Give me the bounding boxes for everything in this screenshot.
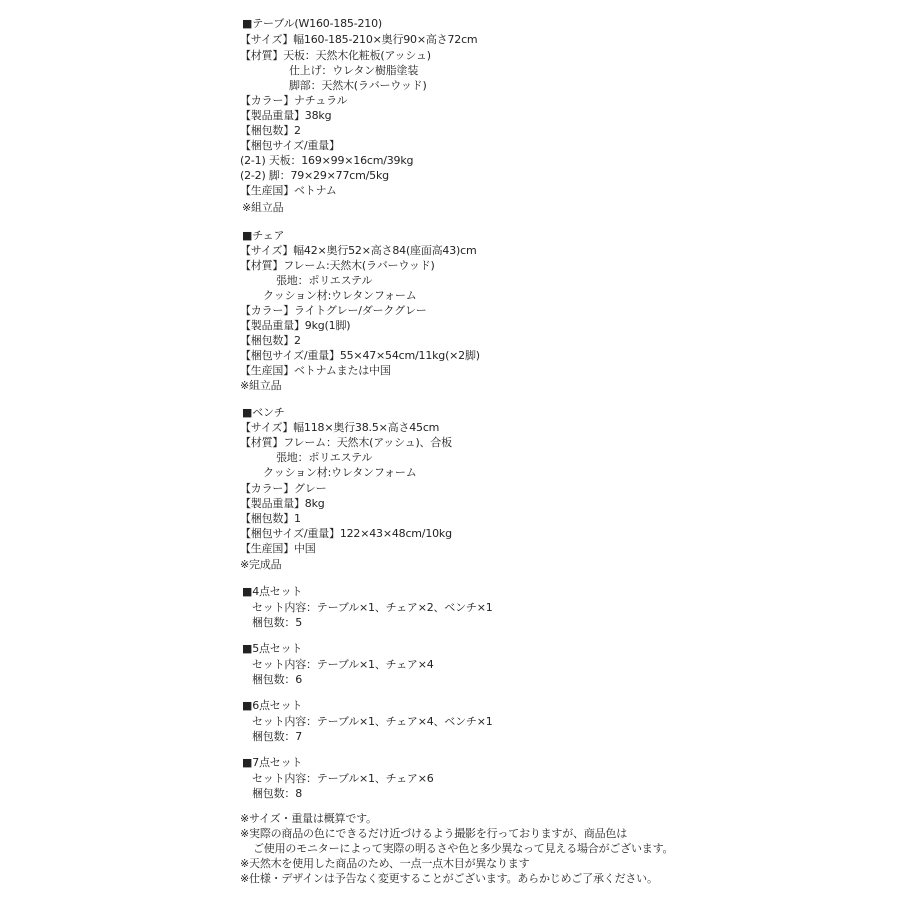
- table-legs: 脚部：天然木(ラバーウッド): [289, 79, 427, 92]
- table-finish: 仕上げ：ウレタン樹脂塗装: [289, 64, 419, 77]
- bench-origin: 【生産国】中国: [240, 542, 316, 555]
- chair-material: 【材質】フレーム:天然木(ラバーウッド): [240, 259, 435, 272]
- note-color-2: ご使用のモニターによって実際の明るさや色と多少異なって見える場合がございます。: [253, 842, 674, 855]
- bench-package-size: 【梱包サイズ/重量】122×43×48cm/10kg: [240, 527, 452, 540]
- set-6-packages: 梱包数：7: [252, 730, 302, 743]
- table-package-2: (2-2) 脚：79×29×77cm/5kg: [240, 169, 389, 182]
- set-5-packages: 梱包数：6: [252, 673, 302, 686]
- table-origin: 【生産国】ベトナム: [240, 184, 337, 197]
- note-change: ※仕様・デザインは予告なく変更することがございます。あらかじめご了承ください。: [240, 872, 658, 885]
- table-assembly-note: ※組立品: [242, 201, 284, 214]
- chair-assembly-note: ※組立品: [240, 379, 282, 392]
- note-approx: ※サイズ・重量は概算です。: [240, 812, 377, 825]
- set-5-contents: セット内容：テーブル×1、チェア×4: [252, 658, 434, 671]
- set-7-contents: セット内容：テーブル×1、チェア×6: [252, 772, 434, 785]
- table-size: 【サイズ】幅160-185-210×奥行90×高さ72cm: [240, 33, 478, 46]
- set-4-heading: ■4点セット: [242, 585, 303, 598]
- bench-cushion: クッション材:ウレタンフォーム: [263, 466, 417, 479]
- table-heading: ■テーブル(W160-185-210): [242, 17, 382, 30]
- bench-size: 【サイズ】幅118×奥行38.5×高さ45cm: [240, 421, 440, 434]
- chair-weight: 【製品重量】9kg(1脚): [240, 319, 351, 332]
- chair-origin: 【生産国】ベトナムまたは中国: [240, 364, 391, 377]
- bench-material: 【材質】フレーム：天然木(アッシュ)、合板: [240, 436, 452, 449]
- table-packages: 【梱包数】2: [240, 124, 301, 137]
- set-5-heading: ■5点セット: [242, 642, 303, 655]
- chair-size: 【サイズ】幅42×奥行52×高さ84(座面高43)cm: [240, 244, 477, 257]
- bench-packages: 【梱包数】1: [240, 512, 301, 525]
- table-package-1: (2-1) 天板：169×99×16cm/39kg: [240, 154, 414, 167]
- chair-cushion: クッション材:ウレタンフォーム: [263, 289, 417, 302]
- bench-color: 【カラー】グレー: [240, 482, 327, 495]
- note-wood: ※天然木を使用した商品のため、一点一点木目が異なります: [240, 857, 530, 870]
- set-6-heading: ■6点セット: [242, 699, 303, 712]
- bench-assembly-note: ※完成品: [240, 558, 282, 571]
- bench-heading: ■ベンチ: [242, 406, 285, 419]
- table-package-size-label: 【梱包サイズ/重量】: [240, 139, 340, 152]
- chair-color: 【カラー】ライトグレー/ダークグレー: [240, 304, 427, 317]
- set-7-heading: ■7点セット: [242, 756, 303, 769]
- chair-heading: ■チェア: [242, 229, 285, 242]
- set-4-packages: 梱包数：5: [252, 616, 302, 629]
- chair-package-size: 【梱包サイズ/重量】55×47×54cm/11kg(×2脚): [240, 349, 480, 362]
- set-7-packages: 梱包数：8: [252, 787, 302, 800]
- chair-upholstery: 張地：ポリエステル: [276, 274, 373, 287]
- set-6-contents: セット内容：テーブル×1、チェア×4、ベンチ×1: [252, 715, 493, 728]
- bench-upholstery: 張地：ポリエステル: [276, 451, 373, 464]
- table-weight: 【製品重量】38kg: [240, 109, 332, 122]
- chair-packages: 【梱包数】2: [240, 334, 301, 347]
- table-color: 【カラー】ナチュラル: [240, 94, 348, 107]
- note-color-1: ※実際の商品の色にできるだけ近づけるよう撮影を行っておりますが、商品色は: [240, 827, 628, 840]
- table-material: 【材質】天板：天然木化粧板(アッシュ): [240, 49, 431, 62]
- set-4-contents: セット内容：テーブル×1、チェア×2、ベンチ×1: [252, 601, 493, 614]
- bench-weight: 【製品重量】8kg: [240, 497, 325, 510]
